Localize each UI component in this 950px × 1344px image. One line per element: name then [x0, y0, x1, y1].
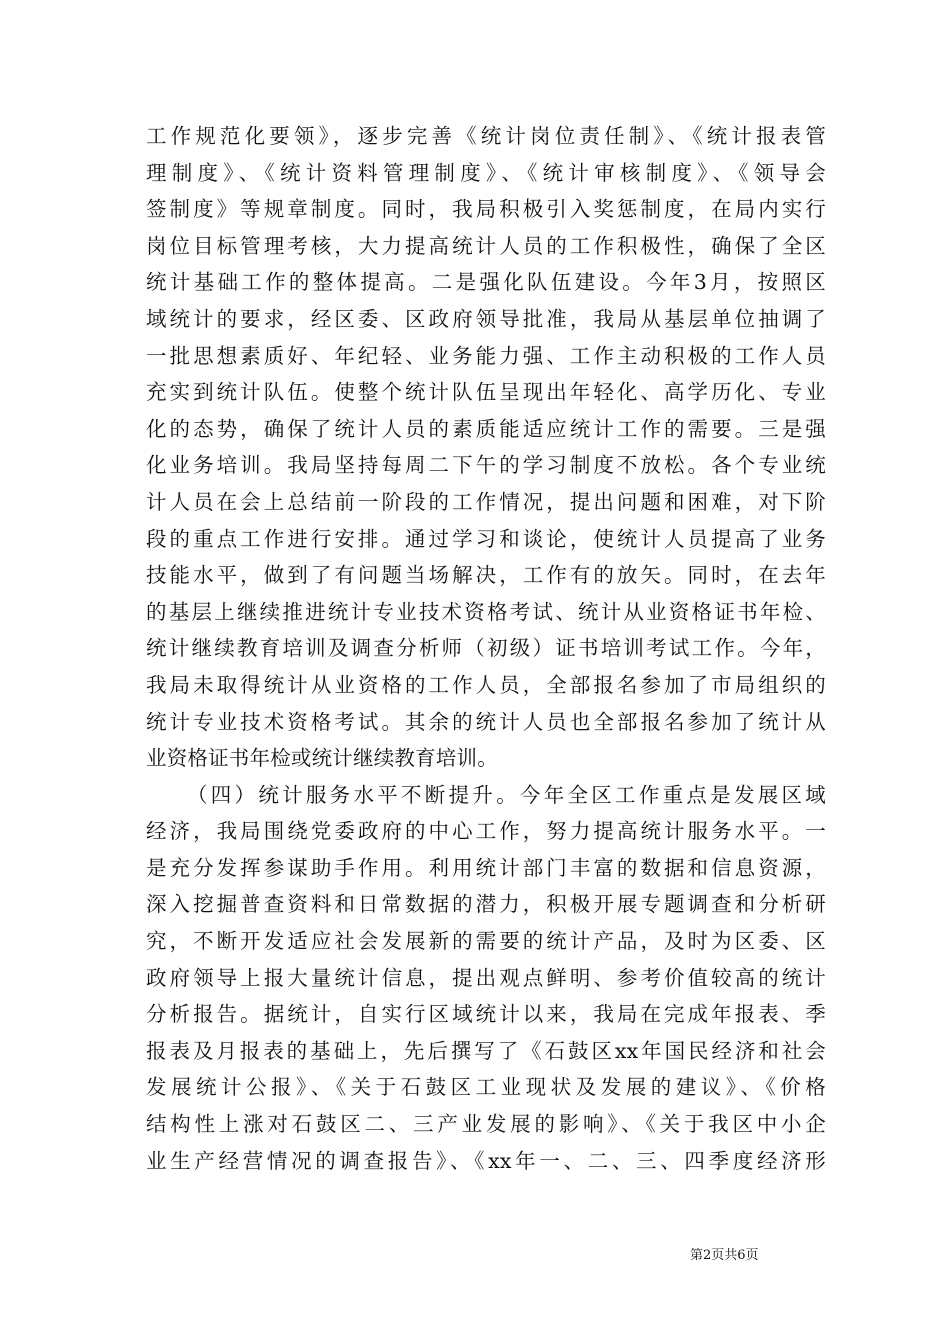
text-line: 的基层上继续推进统计专业技术资格考试、统计从业资格证书年检、: [146, 599, 826, 624]
text-line: 段的重点工作进行安排。通过学习和谈论，使统计人员提高了业务: [146, 526, 826, 551]
text-line: 计人员在会上总结前一阶段的工作情况，提出问题和困难，对下阶: [146, 489, 826, 514]
text-line: 我局未取得统计从业资格的工作人员，全部报名参加了市局组织的: [146, 672, 826, 697]
text-line: 充实到统计队伍。使整个统计队伍呈现出年轻化、高学历化、专业: [146, 380, 826, 405]
text-line: 发展统计公报》、《关于石鼓区工业现状及发展的建议》、《价格: [146, 1075, 826, 1100]
text-line: 结构性上涨对石鼓区二、三产业发展的影响》、《关于我区中小企: [146, 1112, 826, 1137]
text-line: 是充分发挥参谋助手作用。利用统计部门丰富的数据和信息资源，: [146, 855, 826, 880]
text-line: 技能水平，做到了有问题当场解决，工作有的放矢。同时，在去年: [146, 563, 826, 588]
text-line: 政府领导上报大量统计信息，提出观点鲜明、参考价值较高的统计: [146, 965, 826, 990]
text-line: 报表及月报表的基础上，先后撰写了《石鼓区xx年国民经济和社会: [146, 1038, 826, 1063]
text-line: 岗位目标管理考核，大力提高统计人员的工作积极性，确保了全区: [146, 233, 826, 258]
text-line: 化业务培训。我局坚持每周二下午的学习制度不放松。各个专业统: [146, 453, 826, 478]
text-line: 深入挖掘普查资料和日常数据的潜力，积极开展专题调查和分析研: [146, 892, 826, 917]
text-line: 分析报告。据统计，自实行区域统计以来，我局在完成年报表、季: [146, 1002, 826, 1027]
text-line: 业资格证书年检或统计继续教育培训。: [146, 746, 498, 771]
text-line: 经济，我局围绕党委政府的中心工作，努力提高统计服务水平。一: [146, 819, 826, 844]
page-number-footer: 第2页共6页: [690, 1248, 759, 1263]
text-line: 签制度》等规章制度。同时，我局积极引入奖惩制度，在局内实行: [146, 197, 826, 222]
text-line: 工作规范化要领》，逐步完善《统计岗位责任制》、《统计报表管: [146, 124, 826, 148]
text-line: 业生产经营情况的调查报告》、《xx年一、二、三、四季度经济形: [146, 1148, 826, 1173]
text-line: 究，不断开发适应社会发展新的需要的统计产品，及时为区委、区: [146, 929, 826, 954]
text-line: 统计继续教育培训及调查分析师（初级）证书培训考试工作。今年，: [146, 636, 826, 661]
text-line: 统计基础工作的整体提高。二是强化队伍建设。今年3月，按照区: [146, 270, 826, 295]
text-line: 一批思想素质好、年纪轻、业务能力强、工作主动积极的工作人员: [146, 343, 826, 368]
text-line: 理制度》、《统计资料管理制度》、《统计审核制度》、《领导会: [146, 160, 826, 185]
text-line: 化的态势，确保了统计人员的素质能适应统计工作的需要。三是强: [146, 416, 826, 441]
text-line: （四）统计服务水平不断提升。今年全区工作重点是发展区域: [187, 782, 826, 807]
text-line: 统计专业技术资格考试。其余的统计人员也全部报名参加了统计从: [146, 709, 826, 734]
text-line: 域统计的要求，经区委、区政府领导批准，我局从基层单位抽调了: [146, 306, 826, 331]
body-text: [146, 118, 826, 1179]
